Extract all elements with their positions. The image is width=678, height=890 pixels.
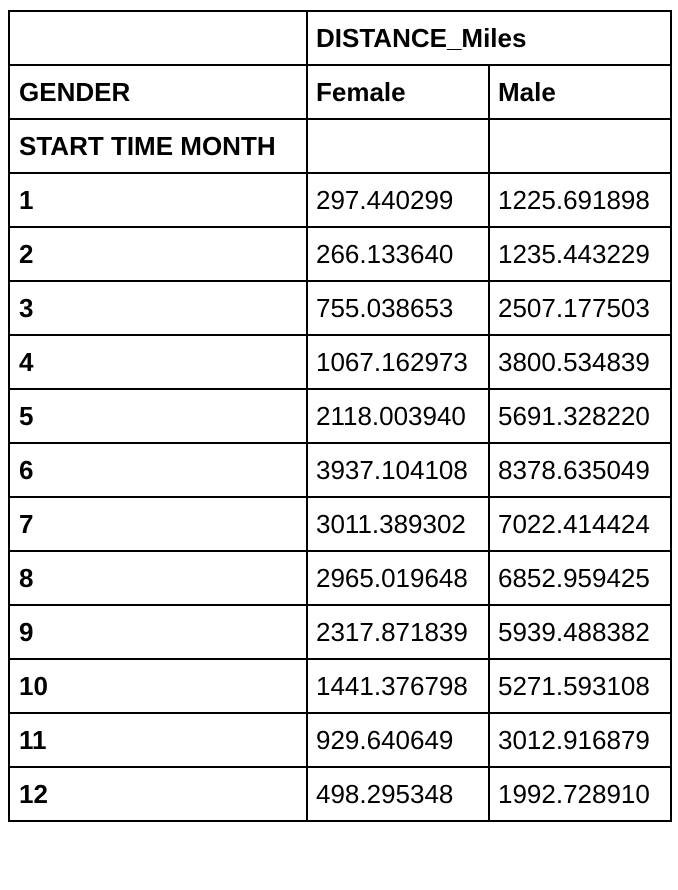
header-male: Male — [489, 65, 671, 119]
table-row — [9, 605, 671, 659]
row-month: 7 — [9, 497, 307, 551]
table-row — [9, 713, 671, 767]
header-group-label: DISTANCE_Miles — [307, 11, 671, 65]
row-female-value: 2965.019648 — [307, 551, 489, 605]
row-female-value: 2118.003940 — [307, 389, 489, 443]
row-female-value: 3937.104108 — [307, 443, 489, 497]
table-row — [9, 227, 671, 281]
row-month: 10 — [9, 659, 307, 713]
row-female-value: 1441.376798 — [307, 659, 489, 713]
row-female-value: 755.038653 — [307, 281, 489, 335]
row-female-value: 266.133640 — [307, 227, 489, 281]
row-male-value: 3012.916879 — [489, 713, 671, 767]
row-male-value: 5271.593108 — [489, 659, 671, 713]
row-month: 6 — [9, 443, 307, 497]
distance-by-gender-table — [8, 10, 672, 822]
table-row — [9, 173, 671, 227]
row-month: 11 — [9, 713, 307, 767]
header-blank-cell — [9, 11, 307, 65]
table-row — [9, 551, 671, 605]
row-month: 12 — [9, 767, 307, 821]
row-male-value: 5691.328220 — [489, 389, 671, 443]
table-row — [9, 281, 671, 335]
table-row — [9, 497, 671, 551]
header-row-index — [9, 119, 671, 173]
table-row — [9, 767, 671, 821]
header-female: Female — [307, 65, 489, 119]
row-female-value: 3011.389302 — [307, 497, 489, 551]
table-row — [9, 659, 671, 713]
row-male-value: 2507.177503 — [489, 281, 671, 335]
header-row-group — [9, 11, 671, 65]
row-female-value: 1067.162973 — [307, 335, 489, 389]
row-male-value: 1225.691898 — [489, 173, 671, 227]
row-male-value: 7022.414424 — [489, 497, 671, 551]
header-index-label: START TIME MONTH — [9, 119, 307, 173]
row-month: 1 — [9, 173, 307, 227]
table-row — [9, 389, 671, 443]
row-male-value: 3800.534839 — [489, 335, 671, 389]
row-month: 8 — [9, 551, 307, 605]
row-male-value: 1235.443229 — [489, 227, 671, 281]
row-female-value: 498.295348 — [307, 767, 489, 821]
row-month: 5 — [9, 389, 307, 443]
header-index-name: GENDER — [9, 65, 307, 119]
row-male-value: 6852.959425 — [489, 551, 671, 605]
table-row — [9, 335, 671, 389]
dataframe-container — [8, 10, 672, 822]
row-female-value: 929.640649 — [307, 713, 489, 767]
row-month: 9 — [9, 605, 307, 659]
header-row-columns — [9, 65, 671, 119]
row-female-value: 2317.871839 — [307, 605, 489, 659]
row-month: 4 — [9, 335, 307, 389]
header-index-empty-male — [489, 119, 671, 173]
header-index-empty-female — [307, 119, 489, 173]
row-male-value: 5939.488382 — [489, 605, 671, 659]
row-female-value: 297.440299 — [307, 173, 489, 227]
table-row — [9, 443, 671, 497]
row-male-value: 8378.635049 — [489, 443, 671, 497]
row-month: 3 — [9, 281, 307, 335]
row-month: 2 — [9, 227, 307, 281]
row-male-value: 1992.728910 — [489, 767, 671, 821]
